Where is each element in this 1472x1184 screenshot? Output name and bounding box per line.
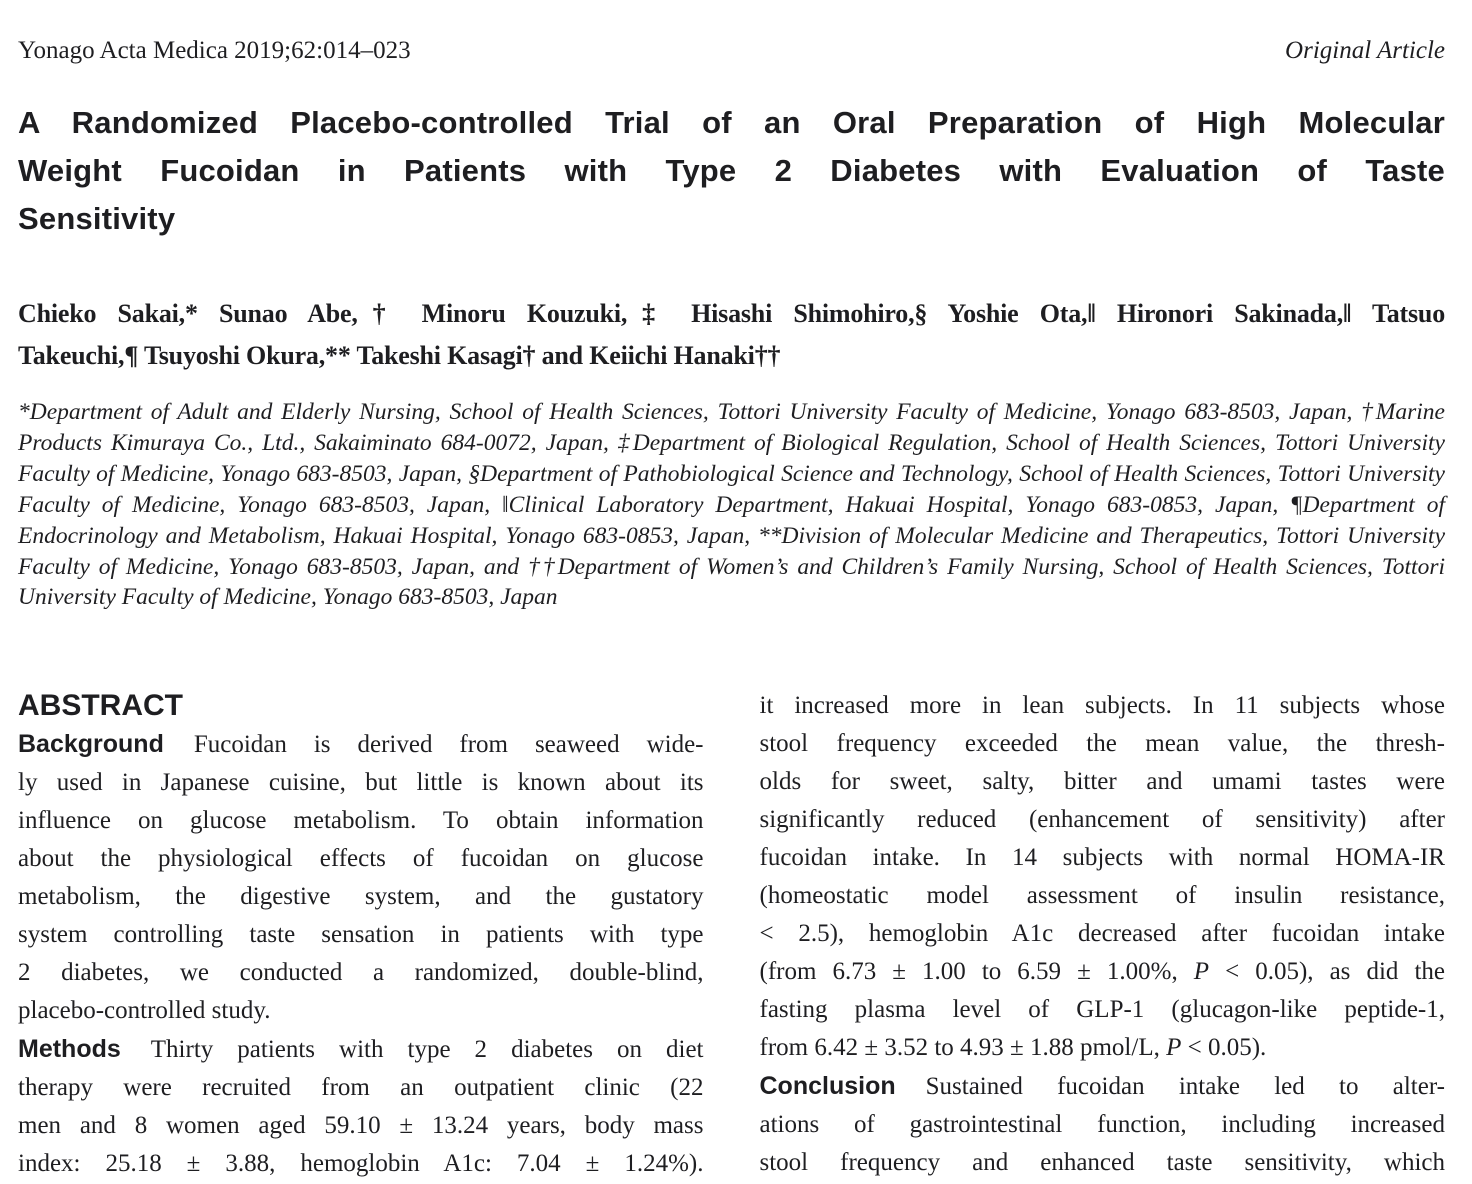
text-segment: it increased more in lean subjects. In 11 subjects whose (759, 692, 1445, 719)
affiliations: *Department of Adult and Elderly Nursing, School of Health Sciences, Tottori University Faculty of Medicine, Yonago 683-8503, Japan, †Marine Products Kimuraya Co., Ltd., Sakaiminato 684-0072, Japan, ‡Department of Biological Regulation, School of Health Sciences, Tottori University Faculty of Medicine, Yonago 683-8503, Japan, §Department of Pathobiological Science and Technology, School of Health Sciences, Tottori University Faculty of Medicine, Yonago 683-8503, Japan, ‖Clinical Laboratory Department, Hakuai Hospital, Yonago 683-0853, Japan, ¶Department of Endocrinology and Metabolism, Hakuai Hospital, Yonago 683-0853, Japan, **Division of Molecular Medicine and Therapeutics, Tottori University Faculty of Medicine, Yonago 683-8503, Japan, and ††Department of Women’s and Children’s Family Nursing, School of Health Sciences, Tottori University Faculty of Medicine, Yonago 683-8503, Japan (18, 399, 1445, 611)
abstract-line (760, 953, 1446, 991)
section-label: Methods (18, 1035, 121, 1063)
abstract-line (18, 992, 704, 1030)
abstract-line (18, 954, 704, 992)
text-segment: stool frequency exceeded the mean value, the thresh- (759, 730, 1445, 757)
abstract-line (18, 1145, 704, 1183)
text-segment: stool frequency and enhanced taste sensitivity, which (759, 1149, 1445, 1176)
abstract-line (760, 687, 1446, 725)
text-segment: ations of gastrointestinal function, including increased (759, 1111, 1445, 1138)
abstract-line (18, 878, 704, 916)
text-segment: < 0.05), as did the (1209, 958, 1445, 985)
text-segment: 2 diabetes, we conducted a randomized, double-blind, (18, 959, 704, 986)
title-line (18, 99, 1445, 147)
text-segment: fucoidan intake. In 14 subjects with normal HOMA-IR (759, 844, 1445, 871)
text-segment: Fucoidan is derived from seaweed wide- (193, 731, 704, 758)
text-segment: Chieko Sakai,* Sunao Abe,† Minoru Kouzuki,‡ Hisashi Shimohiro,§ Yoshie Ota,‖ Hironori Sakinada,‖ Tatsuo (18, 299, 1445, 328)
abstract-line (760, 1106, 1446, 1144)
abstract-line (760, 839, 1446, 877)
text-segment: influence on glucose metabolism. To obtain information (18, 807, 704, 834)
text-segment: about the physiological effects of fucoidan on glucose (18, 845, 704, 872)
abstract-line (18, 764, 704, 802)
paper-title (18, 99, 1445, 243)
abstract-line (760, 801, 1446, 839)
abstract-right-lines (760, 687, 1446, 1182)
authors-line (18, 335, 1445, 377)
text-segment: from 6.42 ± 3.52 to 4.93 ± 1.88 pmol/L, (759, 1034, 1167, 1061)
text-segment: (homeostatic model assessment of insulin resistance, (759, 882, 1445, 909)
text-segment: ly used in Japanese cuisine, but little is known about its (18, 769, 704, 796)
text-segment: Thirty patients with type 2 diabetes on diet (150, 1036, 704, 1063)
text-segment: Weight Fucoidan in Patients with Type 2 Diabetes with Evaluation of Taste (18, 153, 1445, 188)
abstract-line (760, 1029, 1446, 1067)
journal-header (18, 37, 1445, 64)
abstract-columns (18, 687, 1445, 1183)
text-segment: < 2.5), hemoglobin A1c decreased after fucoidan intake (759, 920, 1445, 947)
authors-line (18, 293, 1445, 335)
abstract-line (18, 1030, 704, 1069)
abstract-line (18, 840, 704, 878)
abstract-line (760, 915, 1446, 953)
abstract-line (18, 802, 704, 840)
text-segment: significantly reduced (enhancement of sensitivity) after (759, 806, 1445, 833)
text-segment: < 0.05). (1181, 1034, 1267, 1061)
article-type-label: Original Article (1285, 37, 1445, 64)
abstract-line (760, 1067, 1446, 1106)
text-segment: metabolism, the digestive system, and the gustatory (18, 883, 704, 910)
abstract-line (760, 1144, 1446, 1182)
text-segment: olds for sweet, salty, bitter and umami tastes were (759, 768, 1445, 795)
title-line (18, 195, 1445, 243)
abstract-line (760, 991, 1446, 1029)
abstract-line (18, 916, 704, 954)
text-segment: placebo-controlled study. (18, 997, 271, 1024)
text-segment: men and 8 women aged 59.10 ± 13.24 years, body mass (18, 1112, 704, 1139)
abstract-line (760, 763, 1446, 801)
text-segment: Sensitivity (18, 201, 176, 236)
text-segment: Takeuchi,¶ Tsuyoshi Okura,** Takeshi Kasagi† and Keiichi Hanaki†† (18, 341, 781, 370)
section-label: Background (18, 730, 164, 758)
abstract-line (18, 1069, 704, 1107)
abstract-line (18, 1107, 704, 1145)
text-segment: A Randomized Placebo-controlled Trial of an Oral Preparation of High Molecular (18, 105, 1445, 140)
section-label: Conclusion (759, 1072, 896, 1100)
title-line (18, 147, 1445, 195)
text-segment: fasting plasma level of GLP-1 (glucagon-like peptide-1, (759, 996, 1445, 1023)
italic-text: P (1166, 1034, 1182, 1061)
abstract-line (760, 877, 1446, 915)
abstract-left-lines (18, 725, 704, 1183)
abstract-line (760, 725, 1446, 763)
text-segment: Sustained fucoidan intake led to alter- (925, 1073, 1445, 1100)
text-segment: therapy were recruited from an outpatient clinic (22 (18, 1074, 704, 1101)
abstract-left-column (18, 687, 704, 1183)
italic-text: P (1193, 958, 1210, 985)
text-segment: index: 25.18 ± 3.88, hemoglobin A1c: 7.04 ± 1.24%). (18, 1150, 704, 1177)
abstract-heading: ABSTRACT (18, 689, 183, 722)
text-segment: system controlling taste sensation in patients with type (18, 921, 704, 948)
text-segment: (from 6.73 ± 1.00 to 6.59 ± 1.00%, (759, 958, 1194, 985)
abstract-line (18, 725, 704, 764)
abstract-right-column (760, 687, 1446, 1183)
journal-citation: Yonago Acta Medica 2019;62:014–023 (18, 37, 411, 64)
author-list (18, 293, 1445, 377)
